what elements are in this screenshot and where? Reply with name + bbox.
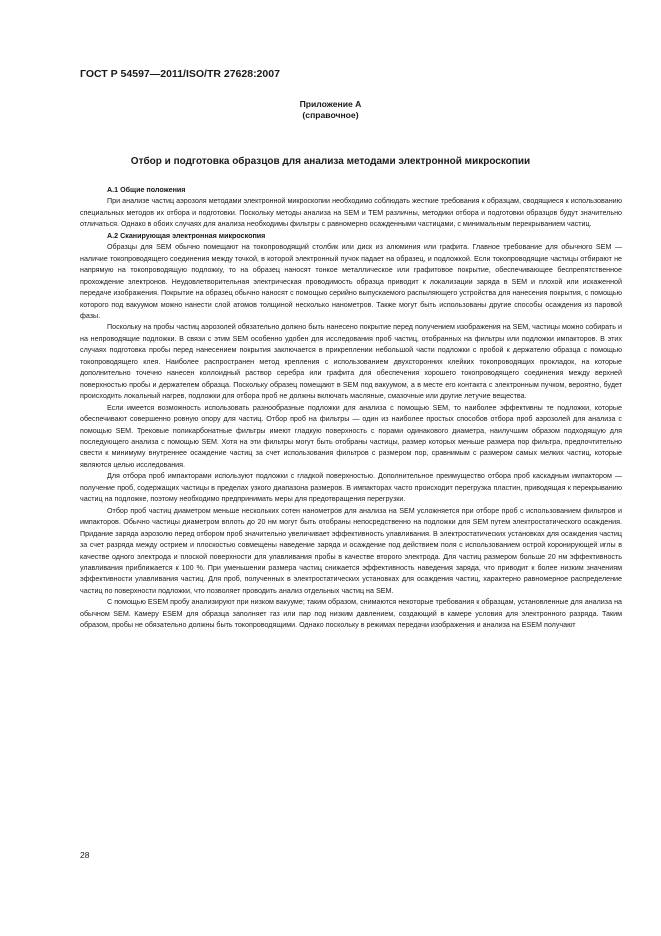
paragraph: Отбор проб частиц диаметром меньше нескольких сотен нанометров для анализа на SEM усложняется при отборе проб с использованием фильтров и импакторов. Обычно частицы диаметром вплоть до 20 нм могут быть отобраны непосредственно на подложки для SEM путем электростатического осаждения. Придание заряда аэрозолю перед отбором проб значительно увеличивает эффективность улавливания. В электростатических установках для осаждения частиц за счет разряда между острием и плоскостью совмещены наведение заряда и осаждение под действием поля с использованием острой коронирующей иглы в качестве одного электрода и плоской поверхности для улавливания пробы в качестве второго электрода. Для частиц размером больше 20 нм эффективность улавливания приближается к 100 %. При уменьшении размера частиц снижается эффективность наведения заряда, что приводит к более низким значениям эффективности улавливания частиц. Для проб, полученных в электростатических установках для осаждения частиц, характерно равномерное распределение частиц по поверхности подложки, что позволяет проводить анализ отдельных частиц на SEM. [80,506,622,595]
document-header: ГОСТ Р 54597—2011/ISO/TR 27628:2007 [80,68,280,80]
annex-title: Отбор и подготовка образцов для анализа методами электронной микроскопии [130,156,531,167]
document-body [80,185,622,632]
paragraph: При анализе частиц аэрозоля методами электронной микроскопии необходимо соблюдать жесткие требования к образцам, сводящиеся к использованию специальных методов их отбора и подготовки. Поскольку методы анализа на SEM и TEM различны, методики отбора и подготовки образцов будут значительно отличаться. Однако в обоих случаях для анализа необходимы фильтры с равномерно осажденными частицами, с минимальным перекрыванием частиц. [80,197,622,229]
section-heading: А.1 Общие положения [107,186,186,194]
paragraph: Для отбора проб импакторами используют подложки с гладкой поверхностью. Дополнительное преимущество отбора проб каскадным импактором — получение проб, содержащих частицы в пределах узкого диапазона размеров. В импакторах часто происходит перегрузка пластин, приводящая к перекрыванию частиц на подложке, поэтому необходимо предпринимать меры для предотвращения перегрузки. [80,472,622,504]
section-heading: А.2 Сканирующая электронная микроскопия [107,231,266,240]
paragraph: Поскольку на пробы частиц аэрозолей обязательно должно быть нанесено покрытие перед получением изображения на SEM, частицы можно собирать и на непроводящие подложки. В связи с этим SEM особенно удобен для исследования проб частиц, отобранных на фильтры или подложки импакторов. В этих случаях подготовка пробы перед нанесением покрытия заключается в прикреплении небольшой части подложки с пробой к держателю образца с помощью токопроводящего клея. Наиболее распространен метод крепления с использованием двухсторонних клейких токопроводящих прокладок, на которые дополнительно точечно нанесен коллоидный раствор серебра или графита для обеспечения хорошего токопроводящего соединения между верхней поверхностью пробы и держателем образца. Поскольку образец помещают в SEM под вакуумом, а в месте его контакта с электронным пучком, вероятно, будет происходить локальный нагрев, подложки для отбора проб не должны включать масляные, смазочные или другие летучие вещества. [80,323,622,401]
paragraph: С помощью ESEM пробу анализируют при низком вакууме; таким образом, снимаются некоторые требования к образцам, установленные для анализа на обычном SEM. Камеру ESEM для образца заполняет газ или пар под низким давлением, создающий в камере условия для электронного разряда. Таким образом, пробы не обязательно должны быть токопроводящими. Однако поскольку в режимах передачи изображения и анализа на ESEM получают [80,598,622,630]
annex-label: Приложение А [299,99,362,109]
paragraph: Образцы для SEM обычно помещают на токопроводящий столбик или диск из алюминия или графита. Главное требование для обычного SEM — наличие токопроводящего соединения между точкой, в которой электронный пучок падает на образец, и подложкой. Если токопроводящие частицы отбирают не напрямую на токопроводящую подложку, то на образец наносят тонкое металлическое или графитовое покрытие, обеспечивающее беспрепятственное прохождение электронов. Неудовлетворительная электрическая проводимость образца приводит к локализации заряда в SEM и плохой или искаженной передаче изображения. Покрытие на образец обычно наносят с помощью серийно выпускаемого распыляющего устройства для нанесения покрытия, с помощью которого под вакуумом можно нанести слой атомов толщиной несколько нанометров. Также могут быть использованы другие способы осаждения из паровой фазы. [80,243,622,320]
paragraph: Если имеется возможность использовать разнообразные подложки для анализа с помощью SEM, то наиболее эффективны те подложки, которые обеспечивают совершенно ровную опору для частиц. Отбор проб на фильтры — один из наиболее простых способов отбора проб аэрозолей для анализа с помощью SEM. Трековые поликарбонатные фильтры имеют гладкую поверхность с порами одинакового диаметра, наилучшим образом подходящую для последующего анализа с помощью SEM. Хотя на эти фильтры могут быть отобраны частицы, размер которых меньше размера пор фильтра, предпочтительно свести к минимуму внутреннее осаждение частиц за счет использования фильтров с размером пор, сравнимым с размером самых мелких частиц, которые являются целью исследования. [80,403,622,469]
page-number: 28 [80,850,90,860]
annex-type: (справочное) [302,110,359,120]
